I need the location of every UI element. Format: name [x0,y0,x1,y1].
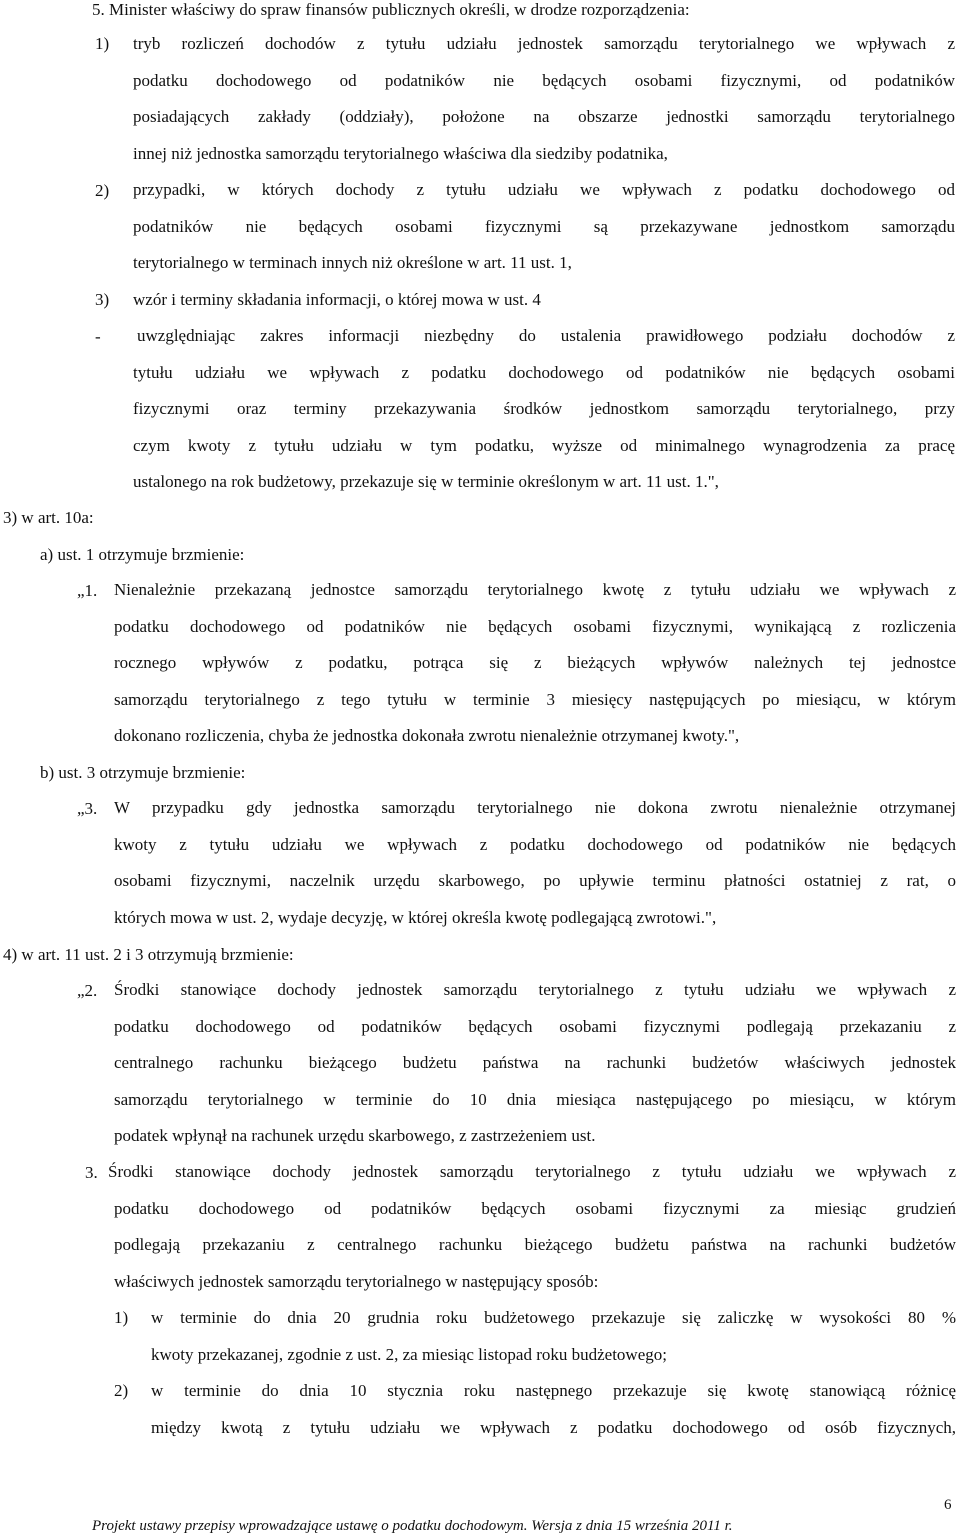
text-line: czym kwoty z tytułu udziału w tym podatku, wyższe od minimalnego wynagrodzenia za pracę [133,435,955,455]
text-line: rocznego wpływów z podatku, potrąca się z bieżących wpływów należnych tej jednostce [114,653,956,672]
item-5-lead: 5. Minister właściwy do spraw finansów publicznych określi, w drodze rozporządzenia: [92,0,690,19]
text-line: terytorialnego w terminach innych niż określone w art. 11 ust. 1, [133,253,572,272]
item-5-3-text [133,282,955,319]
text-line: Środki stanowiące dochody jednostek samorządu terytorialnego z tytułu udziału we wpływach z [114,980,956,999]
item-3-b-text [114,790,956,936]
item-3-b-number: „3. [77,799,98,818]
text-line: podlegają przekazaniu z centralnego rachunku bieżącego budżetu państwa na rachunki budżetów [114,1235,956,1254]
item-4-sub1-number: 1) [114,1308,129,1327]
text-line: centralnego rachunku bieżącego budżetu państwa na rachunki budżetów właściwych jednostek [114,1053,956,1072]
text-line: w terminie do dnia 20 grudnia roku budżetowego przekazuje się zaliczkę w wysokości 80 % [151,1308,956,1327]
item-4-ust3-text [108,1154,956,1300]
text-line: w terminie do dnia 10 stycznia roku następnego przekazuje się kwotę stanowiącą różnicę [151,1381,956,1400]
text-line: właściwych jednostek samorządu terytorialnego w następujący sposób: [114,1271,599,1291]
item-4-heading: 4) w art. 11 ust. 2 i 3 otrzymują brzmienie: [3,945,294,964]
text-line: tryb rozliczeń dochodów z tytułu udziału jednostek samorządu terytorialnego we wpływach z [133,34,955,53]
text-line: między kwotą z tytułu udziału we wpływach z podatku dochodowego od osób fizycznych, [151,1417,956,1437]
text-line: których mowa w ust. 2, wydaje decyzję, w której określa kwotę podlegającą zwrotowi.", [114,907,717,927]
text-line: W przypadku gdy jednostka samorządu terytorialnego nie dokona zwrotu nienależnie otrzymanej [114,798,956,817]
text-line: uwzględniając zakres informacji niezbędny do ustalenia prawidłowego podziału dochodów z [137,326,955,345]
text-line: podatników nie będących osobami fizycznymi są przekazywane jednostkom samorządu [133,216,955,236]
item-4-sub2-text [151,1373,956,1446]
dash-marker: - [95,327,101,346]
item-4-ust2-text [114,972,956,1155]
item-5-1-text [133,26,955,172]
item-5-1-number: 1) [95,34,110,53]
text-line: kwoty przekazanej, zgodnie z ust. 2, za miesiąc listopad roku budżetowego; [151,1344,667,1364]
text-line: posiadających zakłady (oddziały), położone na obszarze jednostki samorządu terytorialnego [133,107,955,126]
text-line: Nienależnie przekazaną jednostce samorządu terytorialnego kwotę z tytułu udziału we wpływach z [114,580,956,599]
item-3-a-heading: a) ust. 1 otrzymuje brzmienie: [40,545,245,564]
text-line: tytułu udziału we wpływach z podatku dochodowego od podatników nie będących osobami [133,362,955,382]
item-5-dash-text [133,318,955,501]
item-3-a-text [114,572,956,755]
text-line: samorządu terytorialnego z tego tytułu w terminie 3 miesięcy następujących po miesiącu, w którym [114,689,956,709]
text-line: podatek wpłynął na rachunek urzędu skarbowego, z zastrzeżeniem ust. [114,1126,596,1145]
text-line: kwoty z tytułu udziału we wpływach z podatku dochodowego od podatników nie będących [114,834,956,854]
item-5-3-number: 3) [95,290,110,309]
text-line: przypadki, w których dochody z tytułu udziału we wpływach z podatku dochodowego od [133,180,955,199]
text-line: samorządu terytorialnego w terminie do 10 dnia miesiąca następującego po miesiącu, w którym [114,1089,956,1109]
text-line: Środki stanowiące dochody jednostek samorządu terytorialnego z tytułu udziału we wpływach z [108,1162,956,1181]
text-line: podatku dochodowego od podatników nie będących osobami fizycznymi, od podatników [133,70,955,90]
text-line: ustalonego na rok budżetowy, przekazuje się w terminie określonym w art. 11 ust. 1.", [133,472,719,491]
page-footer: Projekt ustawy przepisy wprowadzające ustawę o podatku dochodowym. Wersja z dnia 15 września 2011 r. [92,1518,733,1534]
text-line: podatku dochodowego od podatników nie będących osobami fizycznymi, wynikającą z rozliczenia [114,616,956,636]
item-3-heading: 3) w art. 10a: [3,508,94,527]
text-line: osobami fizycznymi, naczelnik urzędu skarbowego, po upływie terminu płatności ostatniej z rat, o [114,871,956,890]
item-3-b-heading: b) ust. 3 otrzymuje brzmienie: [40,763,246,782]
item-3-a-number: „1. [77,581,98,600]
text-line: podatku dochodowego od podatników będących osobami fizycznymi za miesiąc grudzień [114,1198,956,1218]
item-4-sub2-number: 2) [114,1381,129,1400]
item-5-2-number: 2) [95,181,110,200]
page-number: 6 [944,1497,952,1513]
item-5-2-text [133,172,955,282]
text-line: innej niż jednostka samorządu terytorialnego właściwa dla siedziby podatnika, [133,143,668,163]
item-4-ust3-number: 3. [85,1163,98,1182]
text-line: dokonano rozliczenia, chyba że jednostka dokonała zwrotu nienależnie otrzymanej kwoty.", [114,726,740,745]
text-line: podatku dochodowego od podatników będących osobami fizycznymi podlegają przekazaniu z [114,1016,956,1036]
text-line: wzór i terminy składania informacji, o której mowa w ust. 4 [133,290,541,309]
text-line: fizycznymi oraz terminy przekazywania środków jednostkom samorządu terytorialnego, przy [133,399,955,418]
item-4-ust2-number: „2. [77,981,98,1000]
item-4-sub1-text [151,1300,956,1373]
